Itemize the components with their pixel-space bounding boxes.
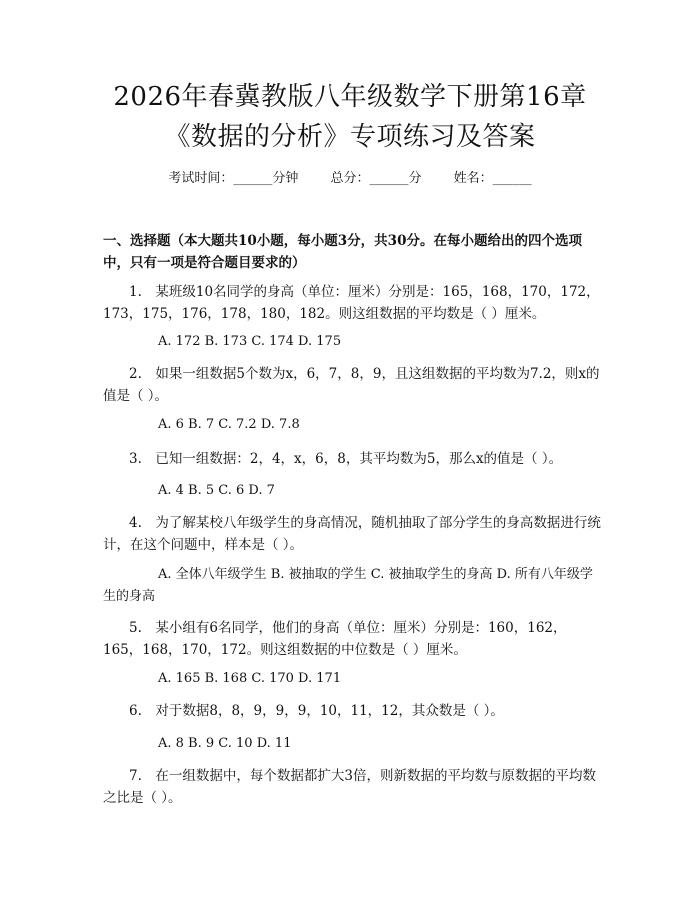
question-4: 4. 为了解某校八年级学生的身高情况，随机抽取了部分学生的身高数据进行统计，在这个问题中，样本是（ ）。 (103, 515, 601, 553)
question-7: 7. 在一组数据中，每个数据都扩大3倍，则新数据的平均数与原数据的平均数之比是（ ）。 (103, 768, 596, 806)
question-2: 2. 如果一组数据5个数为x，6，7，8，9，且这组数据的平均数为7.2，则x的值是（ ）。 (103, 366, 600, 404)
section-heading-choice: 一、选择题（本大题共10小题，每小题3分，共30分。在每小题给出的四个选项中，只有一项是符合题目要求的） (103, 233, 582, 271)
question-3: 3. 已知一组数据：2，4，x，6，8，其平均数为5，那么x的值是（ ）。 (129, 451, 563, 467)
student-name-field: 姓名：______ (453, 171, 532, 186)
question-6-options: A. 8 B. 9 C. 10 D. 11 (158, 736, 292, 751)
question-5: 5. 某小组有6名同学，他们的身高（单位：厘米）分别是：160，162，165，168，170，172。则这组数据的中位数是（ ）厘米。 (103, 620, 567, 658)
question-1: 1. 某班级10名同学的身高（单位：厘米）分别是：165，168，170，172，173，175，176，178，180，182。则这组数据的平均数是（ ）厘米。 (103, 284, 600, 322)
document-title-line1: 2026年春冀教版八年级数学下册第16章 (113, 82, 587, 112)
question-1-options: A. 172 B. 173 C. 174 D. 175 (158, 334, 342, 349)
question-4-options: A. 全体八年级学生 B. 被抽取的学生 C. 被抽取学生的身高 D. 所有八年级学生的身高 (103, 567, 593, 604)
exam-total-score: 总分：______分 (330, 171, 422, 186)
exam-time: 考试时间：______分钟 (168, 171, 299, 186)
exam-meta (0, 170, 700, 188)
question-5-options: A. 165 B. 168 C. 170 D. 171 (158, 671, 342, 686)
question-6: 6. 对于数据8，8，9，9，9，10，11，12，其众数是（ ）。 (129, 703, 504, 719)
document-title-line2: 《数据的分析》专项练习及答案 (164, 122, 536, 152)
question-2-options: A. 6 B. 7 C. 7.2 D. 7.8 (158, 417, 300, 432)
question-3-options: A. 4 B. 5 C. 6 D. 7 (158, 483, 275, 498)
